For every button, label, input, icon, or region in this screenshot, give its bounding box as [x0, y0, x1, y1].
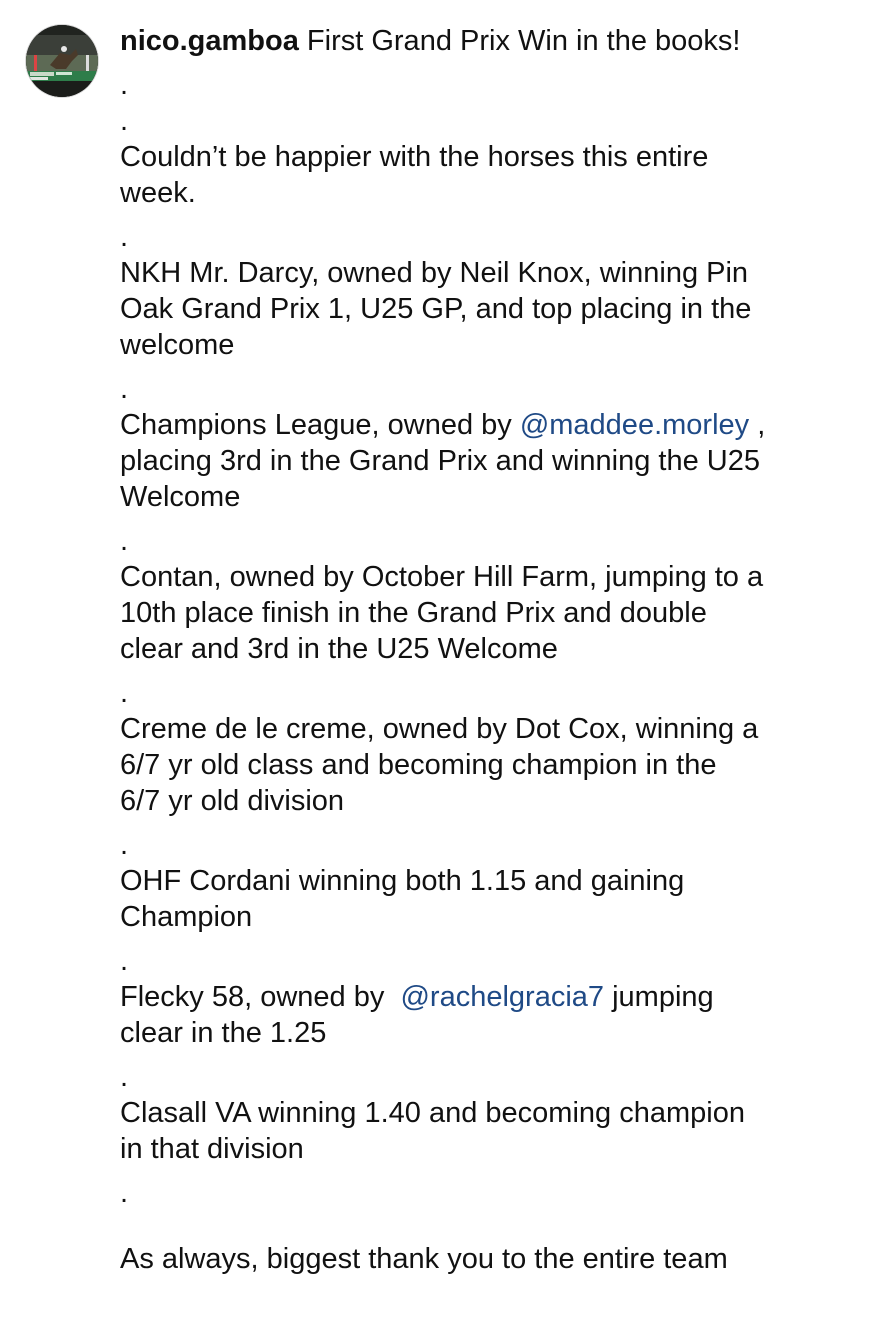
caption-dot: .	[120, 69, 129, 101]
caption-line: 6/7 yr old class and becoming champion in the	[120, 749, 717, 781]
caption-text-segment: jumping	[604, 981, 714, 1013]
mention-link-maddee-morley[interactable]: @maddee.morley	[519, 409, 750, 441]
avatar[interactable]	[26, 25, 98, 97]
caption-dot: .	[120, 105, 129, 137]
caption-line: 6/7 yr old division	[120, 785, 345, 817]
caption-dot: .	[120, 829, 129, 861]
caption-line: Oak Grand Prix 1, U25 GP, and top placing in the	[120, 293, 752, 325]
caption-dot: .	[120, 525, 129, 557]
caption-line: OHF Cordani winning both 1.15 and gaining	[120, 865, 685, 897]
caption-dot: .	[120, 373, 129, 405]
caption-line: welcome	[120, 329, 235, 361]
mention-link-rachelgracia7[interactable]: @rachelgracia7	[400, 981, 605, 1013]
caption-dot: .	[120, 221, 129, 253]
caption-line: Contan, owned by October Hill Farm, jumping to a	[120, 561, 764, 593]
caption-line	[120, 979, 860, 1015]
caption-dot: .	[120, 1061, 129, 1093]
caption-text	[120, 23, 860, 1277]
caption-line: Champion	[120, 901, 253, 933]
caption-line: Couldn’t be happier with the horses this entire	[120, 141, 709, 173]
caption-line: NKH Mr. Darcy, owned by Neil Knox, winning Pin	[120, 257, 749, 289]
caption-line: Clasall VA winning 1.40 and becoming champion	[120, 1097, 745, 1129]
caption-line	[120, 407, 860, 443]
caption-dot: .	[120, 1177, 129, 1209]
caption-text-segment: Champions League, owned by	[120, 409, 520, 441]
profile-photo-icon	[26, 25, 98, 97]
caption-line: clear and 3rd in the U25 Welcome	[120, 633, 558, 665]
caption-line: 10th place finish in the Grand Prix and double	[120, 597, 707, 629]
caption-line: week.	[120, 177, 196, 209]
caption-line: clear in the 1.25	[120, 1017, 327, 1049]
caption-line: Creme de le creme, owned by Dot Cox, winning a	[120, 713, 759, 745]
caption-line: placing 3rd in the Grand Prix and winning the U25	[120, 445, 760, 477]
caption-dot: .	[120, 945, 129, 977]
caption-text-segment: ,	[749, 409, 766, 441]
caption-line: Welcome	[120, 481, 241, 513]
caption-line: As always, biggest thank you to the entire team	[120, 1243, 728, 1275]
username-link[interactable]: nico.gamboa	[120, 25, 299, 57]
caption-title: First Grand Prix Win in the books!	[298, 25, 741, 57]
caption-line: in that division	[120, 1133, 304, 1165]
caption-first-line	[120, 23, 860, 59]
caption-dot: .	[120, 677, 129, 709]
caption-text-segment: Flecky 58, owned by	[120, 981, 401, 1013]
